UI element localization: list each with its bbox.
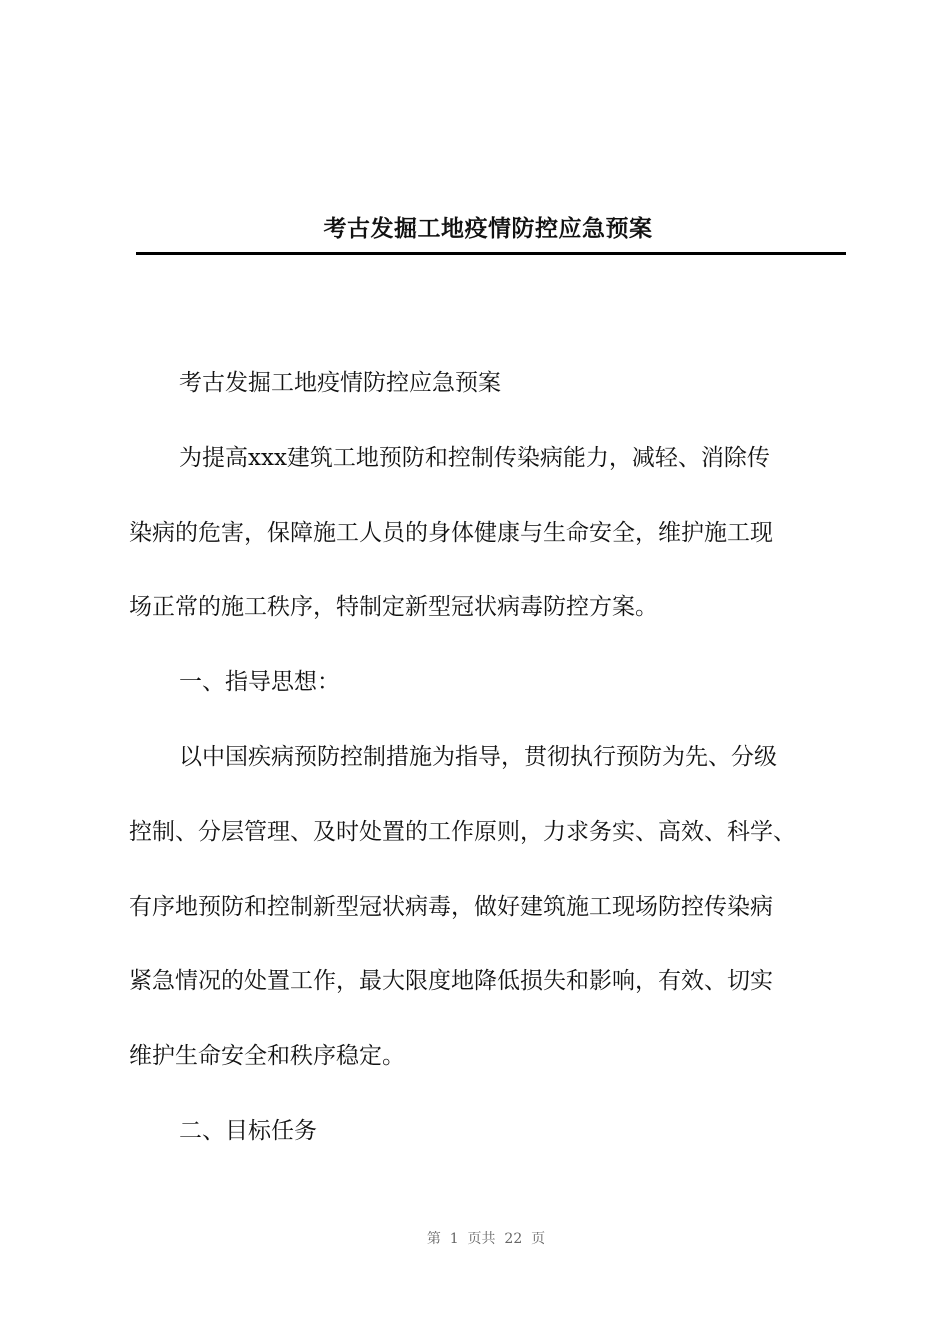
body-line-10: 维护生命安全和秩序稳定。 — [129, 1043, 405, 1070]
body-line-1: 考古发掘工地疫情防控应急预案 — [179, 370, 501, 396]
body-line-3: 染病的危害，保障施工人员的身体健康与生命安全，维护施工现 — [129, 519, 773, 546]
body-line-2: 为提高xxx建筑工地预防和控制传染病能力，减轻、消除传 — [179, 444, 770, 471]
body-line-9: 紧急情况的处置工作，最大限度地降低损失和影响，有效、切实 — [129, 968, 773, 995]
document-body — [129, 346, 889, 1169]
document-title: 考古发掘工地疫情防控应急预案 — [323, 216, 653, 243]
body-line-4: 场正常的施工秩序，特制定新型冠状病毒防控方案。 — [129, 594, 658, 621]
body-line-8: 有序地预防和控制新型冠状病毒，做好建筑施工现场防控传染病 — [129, 893, 773, 920]
section-heading-guiding-principle: 一、指导思想： — [179, 669, 340, 696]
title-underline — [136, 252, 846, 255]
body-line-7: 控制、分层管理、及时处置的工作原则，力求务实、高效、科学、 — [129, 818, 796, 845]
section-heading-objectives: 二、目标任务 — [179, 1117, 317, 1144]
page-number-footer: 第 1 页共 22 页 — [426, 1231, 546, 1247]
body-line-6: 以中国疾病预防控制措施为指导，贯彻执行预防为先、分级 — [179, 743, 777, 770]
